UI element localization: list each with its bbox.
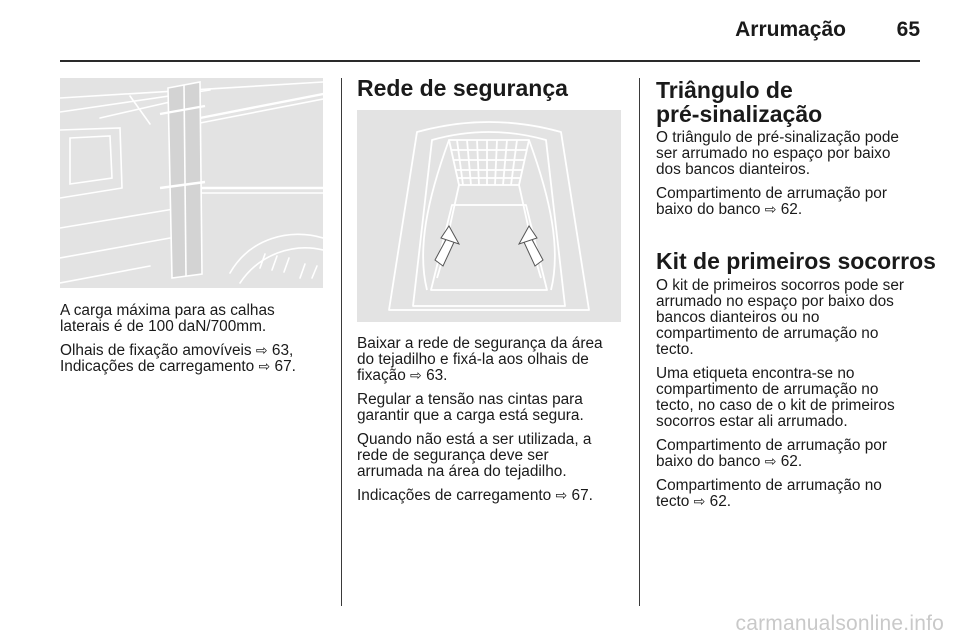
cargo-rails-illustration: [60, 78, 323, 288]
page-reference-link[interactable]: 67.: [274, 358, 296, 375]
reference-arrow-icon: ⇨: [693, 494, 706, 510]
col2-text: [357, 336, 632, 512]
col1-text: [60, 303, 330, 383]
page-reference-link[interactable]: 62.: [709, 493, 732, 510]
ceiling-reference-paragraph: Compartimento de arrumação no tecto ⇨ 62.: [656, 477, 882, 510]
tension-paragraph: Regular a tensão nas cintas para garantir que a carga está segura.: [357, 391, 584, 424]
page-section-title: Arrumação: [735, 18, 846, 41]
page-reference-link[interactable]: 67.: [571, 487, 593, 504]
under-seat-reference-paragraph: Compartimento de arrumação por baixo do banco ⇨ 62.: [656, 185, 887, 218]
warning-triangle-heading: Triângulo de pré-sinalização: [656, 77, 823, 127]
references-paragraph: Olhais de fixação amovíveis ⇨ 63, Indicações de carregamento ⇨ 67.: [60, 342, 296, 375]
safety-net-heading: Rede de segurança: [357, 75, 568, 101]
reference-arrow-icon: ⇨: [258, 359, 271, 375]
column-divider-1: [341, 78, 342, 606]
reference-arrow-icon: ⇨: [255, 343, 268, 359]
loading-reference-paragraph: Indicações de carregamento ⇨ 67.: [357, 487, 593, 504]
lower-net-paragraph: Baixar a rede de segurança da área do tejadilho e fixá-la aos olhais de fixação ⇨ 63.: [357, 335, 603, 384]
storage-paragraph: Quando não está a ser utilizada, a rede de segurança deve ser arrumada na área do tejadilho.: [357, 431, 592, 480]
max-load-paragraph: A carga máxima para as calhas laterais é de 100 daN/700mm.: [60, 302, 275, 335]
safety-net-illustration: [357, 110, 621, 322]
header-rule: [60, 60, 920, 62]
column-divider-2: [639, 78, 640, 606]
col3-text-bottom: [656, 278, 931, 518]
first-aid-storage-paragraph: O kit de primeiros socorros pode ser arrumado no espaço por baixo dos bancos dianteiros ou no compartimento de arrumação no tecto.: [656, 277, 905, 358]
reference-arrow-icon: ⇨: [764, 202, 777, 218]
page-reference-link[interactable]: 63,: [271, 342, 294, 359]
first-aid-kit-heading: Kit de primeiros socorros: [656, 248, 936, 274]
reference-arrow-icon: ⇨: [410, 368, 422, 384]
triangle-storage-paragraph: O triângulo de pré-sinalização pode ser arrumado no espaço por baixo dos bancos dianteiros.: [656, 129, 899, 178]
page-number: 65: [896, 18, 920, 41]
page-reference-link[interactable]: 63.: [426, 367, 448, 384]
reference-arrow-icon: ⇨: [764, 454, 777, 470]
watermark: carmanualsonline.info: [735, 612, 944, 635]
col3-text-top: [656, 130, 926, 226]
page-reference-link[interactable]: 62.: [780, 453, 803, 470]
reference-arrow-icon: ⇨: [555, 488, 568, 504]
under-seat-reference-paragraph-2: Compartimento de arrumação por baixo do banco ⇨ 62.: [656, 437, 887, 470]
page-reference-link[interactable]: 62.: [780, 201, 803, 218]
label-paragraph: Uma etiqueta encontra-se no compartimento de arrumação no tecto, no caso de o kit de primeiros socorros estar ali arrumado.: [656, 365, 895, 430]
